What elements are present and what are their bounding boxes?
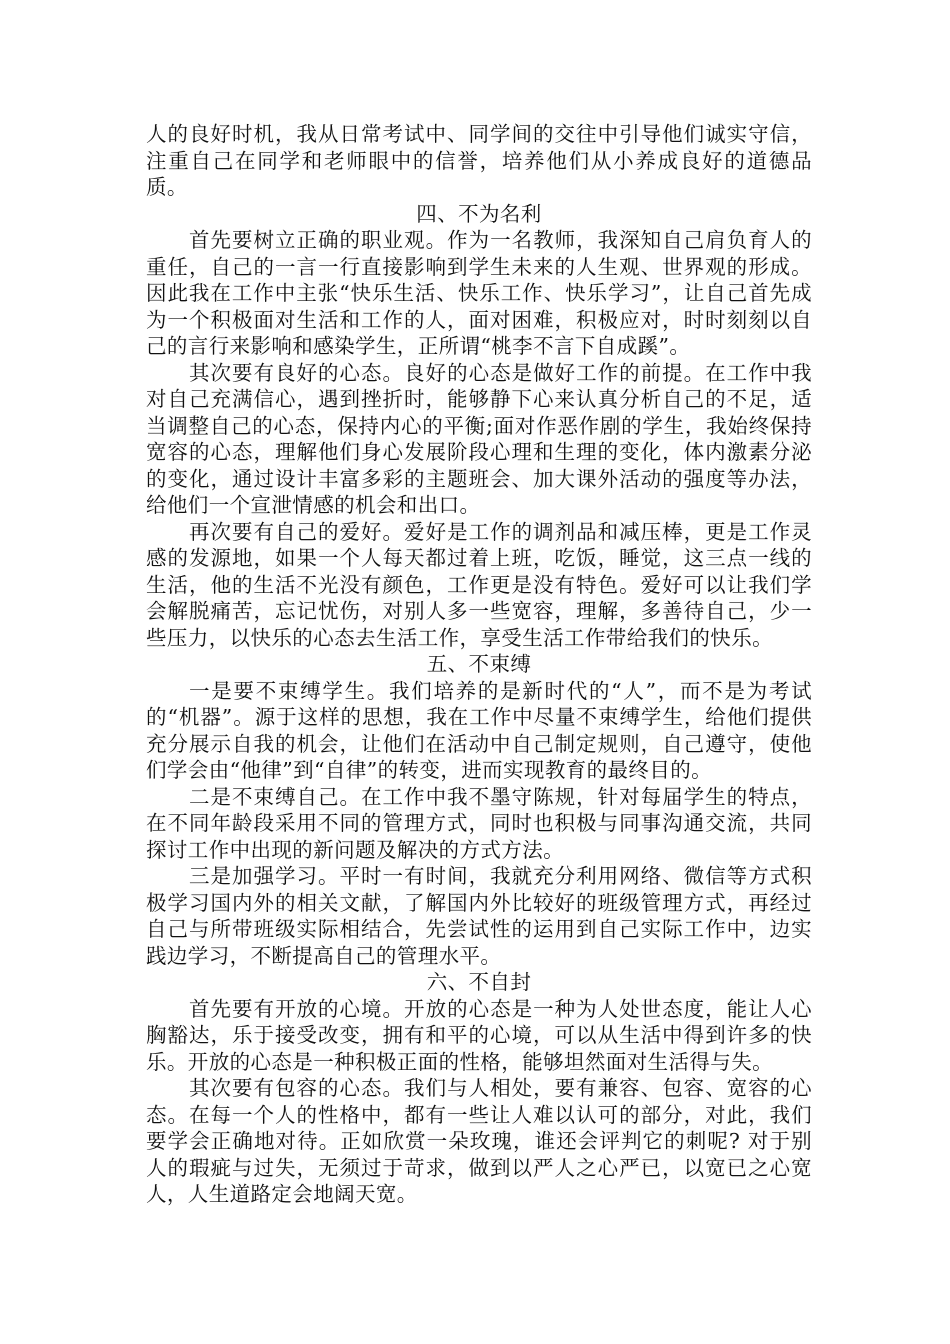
paragraph: 三是加强学习。平时一有时间，我就充分利用网络、微信等方式积极学习国内外的相关文献，了解国内外比较好的班级管理方式，再经过自己与所带班级实际相结合，先尝试性的运用到自己实际工作中，边实践边学习，不断提高自己的管理水平。 xyxy=(146,864,812,968)
paragraph: 其次要有良好的心态。良好的心态是做好工作的前提。在工作中我对自己充满信心，遇到挫折时，能够静下心来认真分析自己的不足，适当调整自己的心态，保持内心的平衡;面对作恶作剧的学生，我始终保持宽容的心态，理解他们身心发展阶段心理和生理的变化，体内激素分泌的变化，通过设计丰富多彩的主题班会、加大课外活动的强度等办法，给他们一个宣泄情感的机会和出口。 xyxy=(146,360,812,517)
document-page xyxy=(146,121,812,1208)
section-heading-6: 六、不自封 xyxy=(426,970,532,994)
section-heading-5: 五、不束缚 xyxy=(426,652,532,676)
paragraph: 其次要有包容的心态。我们与人相处，要有兼容、包容、宽容的心态。在每一个人的性格中，都有一些让人难以认可的部分，对此，我们要学会正确地对待。正如欣赏一朵玫瑰，谁还会评判它的刺呢? 对于别人的瑕疵与过失，无须过于苛求，做到以严人之心严已，以宽已之心宽人，人生道路定会地阔天宽。 xyxy=(146,1076,812,1206)
section-heading-4: 四、不为名利 xyxy=(416,201,542,226)
paragraph-continuation: 人的良好时机，我从日常考试中、同学间的交往中引导他们诚实守信，注重自己在同学和老师眼中的信誉，培养他们从小养成良好的道德品质。 xyxy=(146,122,812,199)
paragraph: 一是要不束缚学生。我们培养的是新时代的“人”，而不是为考试的“机器”。源于这样的思想，我在工作中尽量不束缚学生，给他们提供充分展示自我的机会，让他们在活动中自己制定规则，自己遵守，使他们学会由“他律”到“自律”的转变，进而实现教育的最终目的。 xyxy=(146,678,812,782)
paragraph: 首先要有开放的心境。开放的心态是一种为人处世态度，能让人心胸豁达，乐于接受改变，拥有和平的心境，可以从生活中得到许多的快乐。开放的心态是一种积极正面的性格，能够坦然面对生活得与失。 xyxy=(146,996,812,1074)
paragraph: 首先要树立正确的职业观。作为一名教师，我深知自己肩负育人的重任，自己的一言一行直接影响到学生未来的人生观、世界观的形成。因此我在工作中主张“快乐生活、快乐工作、快乐学习”，让自己首先成为一个积极面对生活和工作的人，面对困难，积极应对，时时刻刻以自己的言行来影响和感染学生，正所谓“桃李不言下自成蹊”。 xyxy=(146,228,812,358)
paragraph: 再次要有自己的爱好。爱好是工作的调剂品和减压棒，更是工作灵感的发源地，如果一个人每天都过着上班，吃饭，睡觉，这三点一线的生活，他的生活不光没有颜色，工作更是没有特色。爱好可以让我们学会解脱痛苦，忘记忧伤，对别人多一些宽容，理解，多善待自己，少一些压力，以快乐的心态去生活工作，享受生活工作带给我们的快乐。 xyxy=(146,519,812,650)
paragraph: 二是不束缚自己。在工作中我不墨守陈规，针对每届学生的特点，在不同年龄段采用不同的管理方式，同时也积极与同事沟通交流，共同探讨工作中出现的新问题及解决的方式方法。 xyxy=(146,784,812,862)
